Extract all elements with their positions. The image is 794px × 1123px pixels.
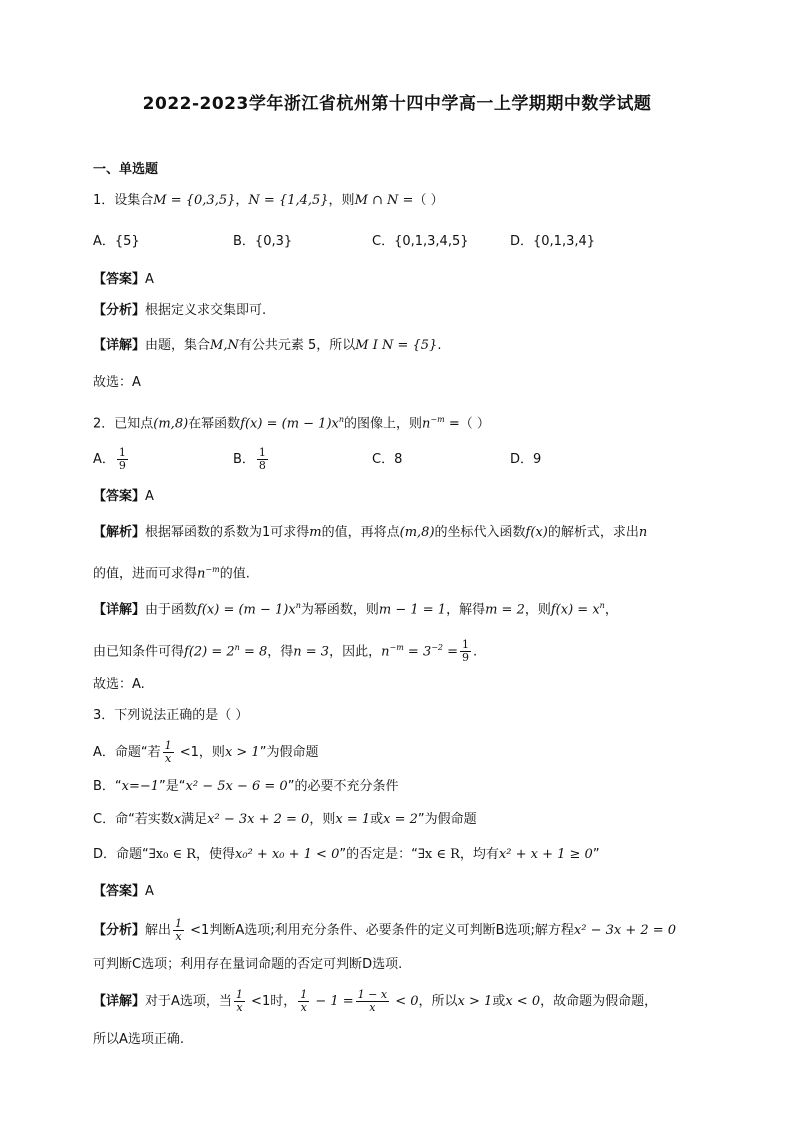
q3-detail-e: ，所以 bbox=[418, 994, 458, 1009]
question-1-stem bbox=[93, 191, 444, 211]
q3-option-b bbox=[93, 777, 398, 797]
q1-choice: 故选：A bbox=[93, 375, 141, 390]
q1-detail-a: 由题，集合 bbox=[145, 338, 211, 353]
q1-detail-b: 有公共元素 5，所以 bbox=[238, 338, 356, 353]
q2-detail-b: 为幂函数，则 bbox=[300, 602, 379, 618]
q3-optd-f: ∃x ∈ R bbox=[417, 847, 460, 862]
q1-answer bbox=[93, 270, 154, 290]
q2-option-b-num: 1 bbox=[258, 446, 266, 459]
q3-optb-c: ”是“ bbox=[159, 779, 186, 794]
q3-optd-g: ，均有 bbox=[459, 847, 499, 862]
q2-detail-a: 由于函数 bbox=[145, 602, 198, 618]
q2-analysis-b: 的值，再将点 bbox=[321, 525, 400, 540]
q1-detail bbox=[93, 336, 441, 356]
q2-detail2-den: 9 bbox=[462, 651, 470, 665]
q3-opta-c: x > 1 bbox=[224, 745, 260, 760]
q2-analysis-target-sup: −m bbox=[205, 565, 220, 574]
q3-detail-line1 bbox=[93, 989, 657, 1014]
q3-optc-b: x bbox=[173, 812, 182, 827]
q2-detail2-eq: f(2) = 2 bbox=[184, 644, 235, 660]
q2-detail2-end: . bbox=[473, 644, 478, 660]
q3-opta-den: x bbox=[165, 752, 172, 765]
q3-analysis-eq: x² − 3x + 2 = 0 bbox=[573, 923, 677, 938]
q3-detail-i: ，故命题为假命题， bbox=[540, 994, 658, 1009]
q3-detail-d: < 0 bbox=[391, 994, 419, 1009]
q2-detail-line1 bbox=[93, 596, 618, 620]
q2-detail-d: ，则 bbox=[524, 602, 551, 618]
q1-analysis-tag: 【分析】 bbox=[93, 303, 146, 318]
question-2-stem bbox=[93, 410, 490, 434]
q2-detail2-eq2-sup: −2 bbox=[431, 643, 444, 652]
q3-detail-line2: 所以A选项正确. bbox=[93, 1032, 185, 1047]
q3-analysis-b: <1判断A选项;利用充分条件、必要条件的定义可判断B选项;解方程 bbox=[186, 923, 574, 938]
q3-optc-g: 或 bbox=[370, 812, 384, 827]
q2-text-c: 的图像上，则 bbox=[344, 416, 423, 432]
q3-opta-b: <1，则 bbox=[175, 745, 225, 760]
q2-option-a bbox=[93, 447, 130, 472]
q3-optb-b: x=−1 bbox=[121, 779, 160, 794]
q3-analysis-tag: 【分析】 bbox=[93, 923, 146, 938]
q1-text-b: ，则 bbox=[328, 193, 355, 208]
q3-optb-e: ”的必要不充分条件 bbox=[287, 779, 399, 794]
q3-optc-a: C．命“若实数 bbox=[93, 812, 174, 827]
q3-detail-g: 或 bbox=[492, 994, 506, 1009]
q2-option-b-label: B． bbox=[233, 452, 255, 467]
q2-detail-eq3: f(x) = x bbox=[550, 602, 600, 618]
q2-func: f(x) = (m − 1)x bbox=[240, 416, 339, 432]
q3-optc-d: x² − 3x + 2 = 0 bbox=[207, 812, 310, 827]
q3-optd-d: x₀² + x₀ + 1 < 0 bbox=[235, 847, 340, 862]
q3-detail-den1: x bbox=[236, 1001, 243, 1014]
q3-detail-den3: x bbox=[369, 1001, 376, 1014]
q1-detail-mn: M,N bbox=[210, 338, 239, 353]
q2-detail-e: ， bbox=[604, 602, 618, 618]
q3-optd-e: ”的否定是：“ bbox=[339, 847, 418, 862]
q2-analysis-d: 的解析式，求出 bbox=[547, 525, 639, 540]
q3-answer-tag: 【答案】 bbox=[93, 884, 146, 899]
q1-option-a: A．{5} bbox=[93, 234, 140, 249]
q2-analysis-n: n bbox=[638, 525, 648, 540]
q3-analysis-a: 解出 bbox=[145, 923, 172, 938]
q1-answer-tag: 【答案】 bbox=[93, 272, 146, 287]
section-heading: 一、单选题 bbox=[93, 162, 159, 177]
q2-detail2-n: n = 3 bbox=[293, 644, 330, 660]
q3-detail-a: 对于A选项，当 bbox=[145, 994, 232, 1009]
q3-answer-value: A bbox=[145, 884, 154, 899]
q2-detail2-c: ，因此， bbox=[329, 644, 382, 660]
q2-detail2-b: ，得 bbox=[267, 644, 294, 660]
q3-optb-d: x² − 5x − 6 = 0 bbox=[185, 779, 288, 794]
q3-opta-num: 1 bbox=[164, 739, 172, 752]
q1-detail-expr: M I N = {5} bbox=[355, 338, 438, 353]
q1-paren: （ ） bbox=[413, 193, 444, 208]
q2-analysis-point: (m,8) bbox=[399, 525, 435, 540]
q2-option-a-den: 9 bbox=[118, 459, 126, 472]
q1-comma: ， bbox=[235, 193, 249, 208]
q1-detail-c: . bbox=[437, 338, 442, 353]
q2-text-a: 2．已知点 bbox=[93, 416, 154, 432]
q2-target-sup: −m bbox=[430, 415, 445, 424]
q2-analysis-c: 的坐标代入函数 bbox=[434, 525, 526, 540]
q3-answer bbox=[93, 882, 154, 902]
q2-analysis-m: m bbox=[309, 525, 322, 540]
q3-opta-a: A．命题“若 bbox=[93, 745, 161, 760]
q2-analysis-target: n bbox=[197, 566, 206, 582]
q2-point: (m,8) bbox=[153, 416, 189, 432]
q3-optd-b: ∃x₀ ∈ R bbox=[148, 847, 197, 862]
q2-detail2-a: 由已知条件可得 bbox=[93, 644, 185, 660]
q3-detail-tag: 【详解】 bbox=[93, 994, 146, 1009]
q2-detail2-target: n bbox=[381, 644, 390, 660]
q2-analysis-a: 根据幂函数的系数为1可求得 bbox=[145, 525, 310, 540]
q3-opta-d: ”为假命题 bbox=[259, 745, 319, 760]
q2-analysis-tag: 【解析】 bbox=[93, 525, 146, 540]
q3-option-d bbox=[93, 845, 600, 865]
q2-detail-eq2: m = 2 bbox=[485, 602, 525, 618]
q2-text-b: 在幂函数 bbox=[188, 416, 241, 432]
q3-detail-b: <1时， bbox=[246, 994, 297, 1009]
q3-detail-c: − 1 = bbox=[311, 994, 354, 1009]
q3-detail-f: x > 1 bbox=[457, 994, 493, 1009]
q3-optd-a: D．命题“ bbox=[93, 847, 149, 862]
q3-option-a bbox=[93, 740, 318, 765]
q2-func-sup: n bbox=[338, 415, 345, 424]
q1-option-b: B．{0,3} bbox=[233, 234, 293, 249]
q3-detail-h: x < 0 bbox=[505, 994, 541, 1009]
q2-choice: 故选：A. bbox=[93, 677, 145, 692]
q3-optd-h: x² + x + 1 ≥ 0 bbox=[498, 847, 593, 862]
q2-detail2-eq2: = 3 bbox=[403, 644, 432, 660]
q1-answer-value: A bbox=[145, 272, 154, 287]
q2-detail-tag: 【详解】 bbox=[93, 602, 146, 618]
q3-detail-den2: x bbox=[300, 1001, 307, 1014]
q2-option-b-den: 8 bbox=[258, 459, 266, 472]
q3-detail-num3: 1 − x bbox=[357, 988, 388, 1001]
q1-text-a: 1．设集合 bbox=[93, 193, 154, 208]
q2-detail2-num: 1 bbox=[462, 638, 470, 652]
q2-analysis-f2: 的值. bbox=[219, 566, 250, 582]
q2-option-b bbox=[233, 447, 270, 472]
q2-target: n bbox=[422, 416, 431, 432]
q2-answer-value: A bbox=[145, 489, 154, 504]
q2-answer-tag: 【答案】 bbox=[93, 489, 146, 504]
q3-analysis-den: x bbox=[175, 930, 182, 943]
q3-optc-c: 满足 bbox=[181, 812, 208, 827]
q2-detail-line2 bbox=[93, 638, 477, 664]
q1-analysis bbox=[93, 301, 266, 321]
q1-analysis-text: 根据定义求交集即可. bbox=[145, 303, 267, 318]
q2-analysis-f: f(x) bbox=[525, 525, 548, 540]
q2-detail-c: ，解得 bbox=[446, 602, 486, 618]
q2-detail-func: f(x) = (m − 1)x bbox=[197, 602, 296, 618]
q2-detail-eq1: m − 1 = 1 bbox=[378, 602, 447, 618]
q1-option-c: C．{0,1,3,4,5} bbox=[372, 234, 469, 249]
q2-text-d: =（ ） bbox=[444, 416, 490, 432]
q2-option-d: D．9 bbox=[510, 452, 542, 467]
q2-detail2-eq-sup: n bbox=[234, 643, 240, 652]
q2-detail2-eq-b: = 8 bbox=[239, 644, 268, 660]
q3-optd-c: ，使得 bbox=[196, 847, 236, 862]
q3-optc-h: x = 2 bbox=[383, 812, 418, 827]
q1-set-m: M = {0,3,5} bbox=[153, 193, 236, 208]
q3-analysis-line1 bbox=[93, 918, 676, 943]
q2-analysis-line2 bbox=[93, 560, 250, 584]
q2-detail2-eq2-b: = bbox=[443, 644, 459, 660]
q1-expr: M ∩ N = bbox=[354, 193, 414, 208]
q2-analysis-line1 bbox=[93, 523, 647, 543]
q2-answer bbox=[93, 487, 154, 507]
q3-analysis-num: 1 bbox=[175, 917, 183, 930]
q1-set-n: N = {1,4,5} bbox=[248, 193, 329, 208]
page-title: 2022-2023学年浙江省杭州第十四中学高一上学期期中数学试题 bbox=[142, 94, 652, 114]
q2-option-c: C．8 bbox=[372, 452, 403, 467]
q1-option-d: D．{0,1,3,4} bbox=[510, 234, 596, 249]
q3-optc-f: x = 1 bbox=[335, 812, 371, 827]
q3-option-c bbox=[93, 810, 477, 830]
q2-analysis-e: 的值，进而可求得 bbox=[93, 566, 198, 582]
q2-detail-eq3-sup: n bbox=[599, 601, 605, 610]
q3-analysis-line2: 可判断C选项；利用存在量词命题的否定可判断D选项. bbox=[93, 957, 403, 972]
q2-option-a-label: A． bbox=[93, 452, 115, 467]
q3-optd-i: ” bbox=[592, 847, 600, 862]
q3-detail-num2: 1 bbox=[300, 988, 308, 1001]
q3-detail-num1: 1 bbox=[235, 988, 243, 1001]
q2-detail2-target-sup: −m bbox=[389, 643, 404, 652]
question-3-stem: 3．下列说法正确的是（ ） bbox=[93, 708, 249, 723]
q3-optb-a: B．“ bbox=[93, 779, 122, 794]
q3-optc-i: ”为假命题 bbox=[417, 812, 477, 827]
q1-detail-tag: 【详解】 bbox=[93, 338, 146, 353]
q2-detail-func-sup: n bbox=[295, 601, 301, 610]
q2-option-a-num: 1 bbox=[118, 446, 126, 459]
q3-optc-e: ，则 bbox=[309, 812, 336, 827]
